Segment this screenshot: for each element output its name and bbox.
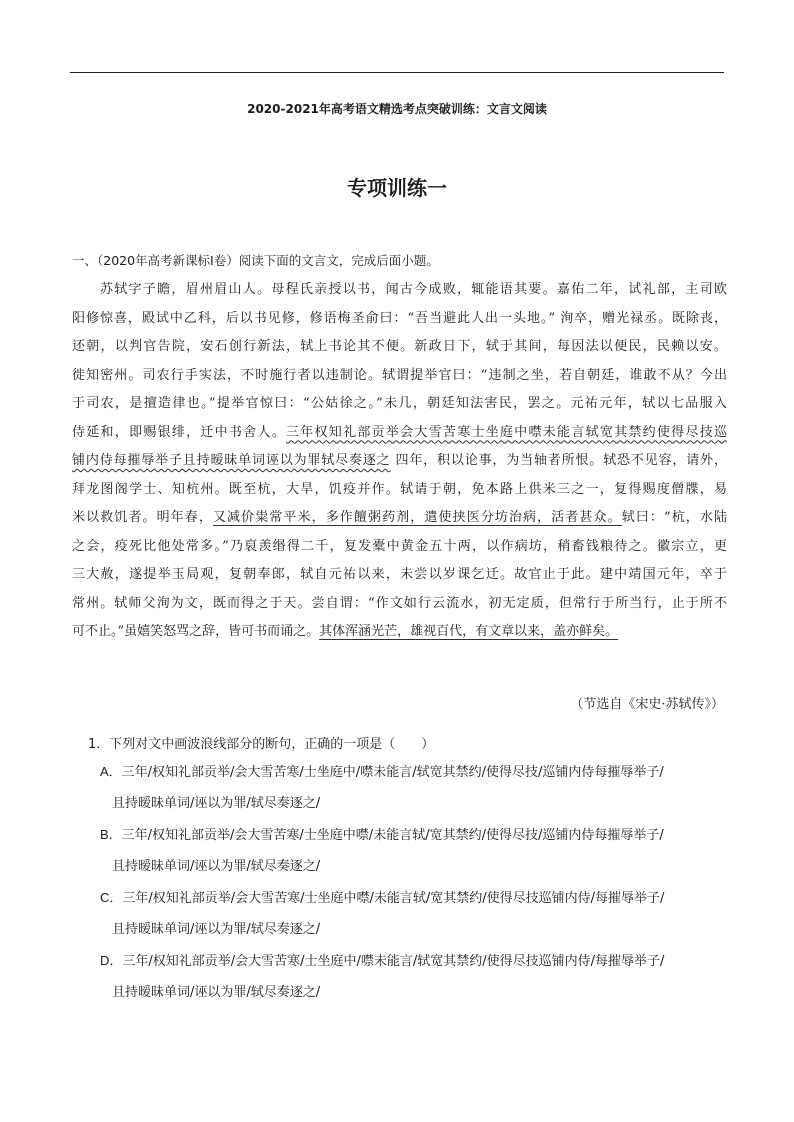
- passage-line: 三大赦，遂提举玉局观，复朝奉郎，轼自元祐以来，未尝以岁课乞迁。故官止于此。建中靖国元年，卒于: [72, 567, 727, 582]
- passage-line-underlined: [72, 618, 727, 647]
- option-letter: A．: [100, 764, 122, 779]
- option-d[interactable]: [100, 945, 730, 977]
- option-a[interactable]: [100, 756, 730, 788]
- wavy-underline-span: 三年权知礼部贡举会大雪苦寒士坐庭中噤未能言轼宽其禁约使得尽技巡: [286, 424, 727, 440]
- option-c[interactable]: [100, 882, 730, 914]
- option-letter: D．: [100, 953, 123, 968]
- option-text: 三年/权知礼部贡举/会大雪苦寒/士坐庭中噤/未能言轼/宽其禁约/使得尽技巡铺内侍/每摧辱举子/: [122, 891, 665, 906]
- option-d-continued: 且持暧昧单词/诬以为罪/轼尽奏逐之/: [112, 984, 321, 1000]
- question-1-stem: 1．下列对文中画波浪线部分的断句，正确的一项是（ ）: [88, 737, 435, 752]
- passage-line-wavy-start: [72, 419, 727, 448]
- option-text: 三年/权知礼部贡举/会大雪苦寒/士坐庭中/噤未能言/轼宽其禁约/使得尽技/巡铺内侍每摧辱举子/: [121, 765, 664, 780]
- question-1-options: [100, 756, 730, 1008]
- option-letter: C．: [100, 890, 123, 905]
- doc-title: 专项训练一: [347, 176, 447, 200]
- question-intro: 一、（2020年高考新课标Ⅰ卷）阅读下面的文言文，完成后面小题。: [72, 253, 439, 268]
- passage-line-text: 可不止。”虽嬉笑怒骂之辞，皆可书而诵之。其体浑涵光芒，雄视百代，有文章以来，盖亦鲜矣。: [72, 624, 619, 639]
- passage-line: 还朝，以判官告院，安石创行新法，轼上书论其不便。新政日下，轼于其间，每因法以便民，民赖以安。: [72, 339, 727, 354]
- option-text: 三年/权知礼部贡举/会大雪苦寒/士坐庭中/噤未能言/轼宽其禁约/使得尽技巡铺内侍/每摧辱举子/: [122, 954, 665, 969]
- option-c-continued: 且持暧昧单词/诬以为罪/轼尽奏逐之/: [112, 921, 321, 937]
- passage-line: 阳修惊喜，殿试中乙科，后以书见修，修语梅圣俞曰：“吾当避此人出一头地。” 洵卒，赠光禄丞。既除丧，: [72, 310, 727, 326]
- passage-line-underlined: [72, 504, 727, 533]
- header-title: 2020-2021年高考语文精选考点突破训练：文言文阅读: [247, 102, 547, 116]
- passage-line-text: 米以救饥者。明年春，又减价粜常平米，多作饘粥药剂，遣使挟医分坊治病，活者甚众。轼曰：“杭，水陆: [72, 510, 727, 525]
- passage-line-wavy-end: [72, 447, 727, 476]
- header-rule: [70, 72, 724, 73]
- passage-line: 于司农，是擅造律也。”提举官惊曰：“公姑徐之。”未几，朝廷知法害民，罢之。元祐元年，轼以七品服入: [72, 396, 727, 411]
- option-letter: B．: [100, 827, 122, 842]
- passage-line: 拜龙图阁学士、知杭州。既至杭，大旱，饥疫并作。轼请于朝，免本路上供米三之一，复得赐度僧牒，易: [72, 481, 727, 497]
- passage: [72, 276, 727, 647]
- option-text: 三年/权知礼部贡举/会大雪苦寒/士坐庭中噤/未能言轼/宽其禁约/使得尽技/巡铺内侍每摧辱举子/: [121, 828, 664, 843]
- passage-line: 常州。轼师父洵为文，既而得之于天。尝自谓：“作文如行云流水，初无定质，但常行于所当行，止于所不: [72, 595, 727, 611]
- underline-span: 其体浑涵光芒，雄视百代，有文章以来，盖亦鲜矣。: [319, 624, 619, 639]
- wavy-underline-span: 铺内侍每摧辱举子且持暧昧单词诬以为罪轼尽奏逐之: [72, 453, 391, 468]
- passage-line: 苏轼字子瞻，眉州眉山人。母程氏亲授以书，闻古今成败，辄能语其要。嘉佑二年，试礼部，主司欧: [100, 282, 727, 297]
- passage-line-text: 侍延和，即赐银绯，迁中书舍人。三年权知礼部贡举会大雪苦寒士坐庭中噤未能言轼宽其禁约使得尽技巡: [72, 424, 727, 440]
- option-a-continued: 且持暧昧单词/诬以为罪/轼尽奏逐之/: [112, 795, 321, 811]
- passage-line: 徙知密州。司农行手实法，不时施行者以违制论。轼谓提举官曰：“违制之坐，若自朝廷，谁敢不从？今出: [72, 367, 727, 383]
- underline-span: 又减价粜常平米，多作饘粥药剂，遣使挟医分坊治病，活者甚众。: [212, 510, 622, 525]
- passage-source: （节选自《宋史·苏轼传》）: [570, 697, 724, 712]
- passage-line: 之会，疫死比他处常多。”乃裒羡缗得二千，复发橐中黄金五十两，以作病坊，稍畜钱粮待之。徽宗立，更: [72, 538, 727, 554]
- passage-line-text: 铺内侍每摧辱举子且持暧昧单词诬以为罪轼尽奏逐之 四年，积以论事，为当轴者所恨。轼恐不见容，请外，: [72, 453, 727, 468]
- option-b-continued: 且持暧昧单词/诬以为罪/轼尽奏逐之/: [112, 858, 321, 874]
- option-b[interactable]: [100, 819, 730, 851]
